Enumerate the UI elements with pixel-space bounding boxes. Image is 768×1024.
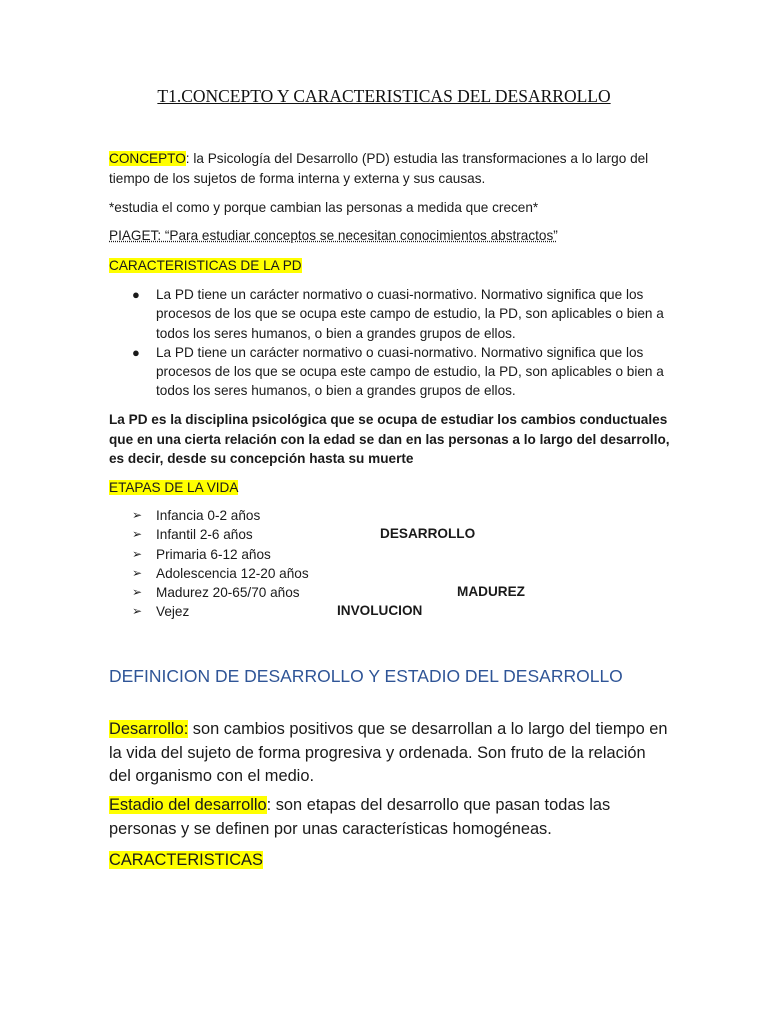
stage-label: Primaria 6-12 años <box>156 546 271 562</box>
arrow-bullet-icon: ➢ <box>132 527 143 542</box>
estadio-definition <box>109 794 669 841</box>
list-item <box>130 343 670 401</box>
piaget-quote: PIAGET: “Para estudiar conceptos se necesitan conocimientos abstractos” <box>109 228 558 243</box>
arrow-bullet-icon: ➢ <box>132 604 143 619</box>
desarrollo-side-label: DESARROLLO <box>380 526 476 541</box>
involucion-side-label: INVOLUCION <box>337 603 423 618</box>
section-heading: DEFINICION DE DESARROLLO Y ESTADIO DEL DESARROLLO <box>109 666 623 686</box>
etapas-heading <box>109 478 669 498</box>
caracteristicas-pd-label: CARACTERISTICAS DE LA PD <box>109 258 302 273</box>
list-item <box>132 583 652 602</box>
concepto-label: CONCEPTO <box>109 151 186 166</box>
arrow-bullet-icon: ➢ <box>132 546 143 561</box>
arrow-bullet-icon: ➢ <box>132 585 143 600</box>
list-item-text: La PD tiene un carácter normativo o cuasi-normativo. Normativo significa que los procesos de los que se ocupa este campo de estudio, la PD, son aplicables o bien a todos los seres humanos, o bien a grandes grupos de ellos. <box>156 287 664 341</box>
bullet-icon: ● <box>132 287 140 302</box>
madurez-side-label: MADUREZ <box>457 584 525 599</box>
desarrollo-definition <box>109 718 669 789</box>
note-paragraph: *estudia el como y porque cambian las personas a medida que crecen* <box>109 200 539 215</box>
estadio-text: : son etapas del desarrollo que pasan todas las personas y se definen por unas características homogéneas. <box>109 796 611 838</box>
stage-label: Vejez <box>156 604 190 620</box>
caracteristicas-pd-list <box>130 285 670 401</box>
caracteristicas-label: CARACTERISTICAS <box>109 851 263 869</box>
list-item <box>130 285 670 343</box>
caracteristicas-pd-heading <box>109 256 669 276</box>
definition-bold-paragraph: La PD es la disciplina psicológica que se ocupa de estudiar los cambios conductuales que en una cierta relación con la edad se dan en las personas a lo largo del desarrollo, es decir, desde su concepción hasta su muerte <box>109 412 670 466</box>
piaget-paragraph <box>109 226 669 246</box>
stage-label: Adolescencia 12-20 años <box>156 565 309 581</box>
concepto-text: : la Psicología del Desarrollo (PD) estudia las transformaciones a lo largo del tiempo de los sujetos de forma interna y externa y sus causas. <box>109 151 649 186</box>
stage-label: Infancia 0-2 años <box>156 508 261 523</box>
list-item <box>132 545 652 564</box>
list-item <box>132 506 652 525</box>
desarrollo-text: son cambios positivos que se desarrollan a lo largo del tiempo en la vida del sujeto de forma progresiva y ordenada. Son fruto de la relación del organismo con el medio. <box>109 720 668 785</box>
estadio-label: Estadio del desarrollo <box>109 796 267 814</box>
caracteristicas-heading <box>109 849 669 873</box>
page-title: T1.CONCEPTO Y CARACTERISTICAS DEL DESARROLLO <box>157 86 611 106</box>
bullet-icon: ● <box>132 344 140 360</box>
list-item-text: La PD tiene un carácter normativo o cuasi-normativo. Normativo significa que los procesos de los que se ocupa este campo de estudio, la PD, son aplicables o bien a todos los seres humanos, o bien a grandes grupos de ellos. <box>156 344 664 399</box>
concepto-paragraph <box>109 149 669 188</box>
desarrollo-label: Desarrollo: <box>109 720 189 738</box>
arrow-bullet-icon: ➢ <box>132 565 143 580</box>
stage-label: Madurez 20-65/70 años <box>156 585 300 601</box>
arrow-bullet-icon: ➢ <box>132 508 143 522</box>
etapas-label: ETAPAS DE LA VIDA <box>109 480 239 495</box>
stage-label: Infantil 2-6 años <box>156 527 253 543</box>
list-item <box>132 564 652 583</box>
